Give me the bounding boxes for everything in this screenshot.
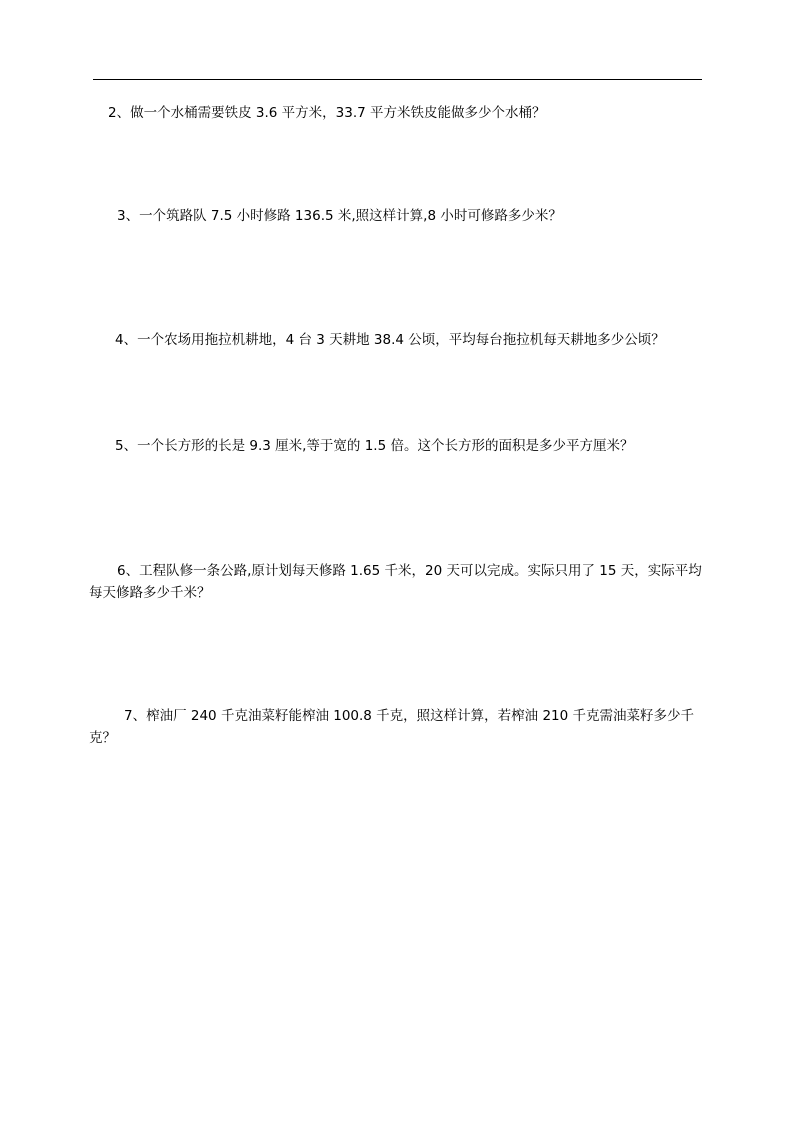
problem-2: 2、做一个水桶需要铁皮 3.6 平方米，33.7 平方米铁皮能做多少个水桶？ [108, 105, 546, 121]
problem-4: 4、一个农场用拖拉机耕地，4 台 3 天耕地 38.4 公顷，平均每台拖拉机每天耕地多少公顷？ [115, 332, 665, 348]
header-rule [93, 79, 702, 80]
problem-6: 6、工程队修一条公路,原计划每天修路 1.65 千米，20 天可以完成。实际只用了 15 天，实际平均每天修路多少千米？ [89, 563, 702, 601]
problem-5: 5、一个长方形的长是 9.3 厘米,等于宽的 1.5 倍。这个长方形的面积是多少平方厘米？ [115, 438, 634, 454]
problem-3: 3、一个筑路队 7.5 小时修路 136.5 米,照这样计算,8 小时可修路多少米？ [117, 208, 562, 224]
problem-7: 7、榨油厂 240 千克油菜籽能榨油 100.8 千克，照这样计算，若榨油 210 千克需油菜籽多少千克？ [89, 708, 695, 746]
